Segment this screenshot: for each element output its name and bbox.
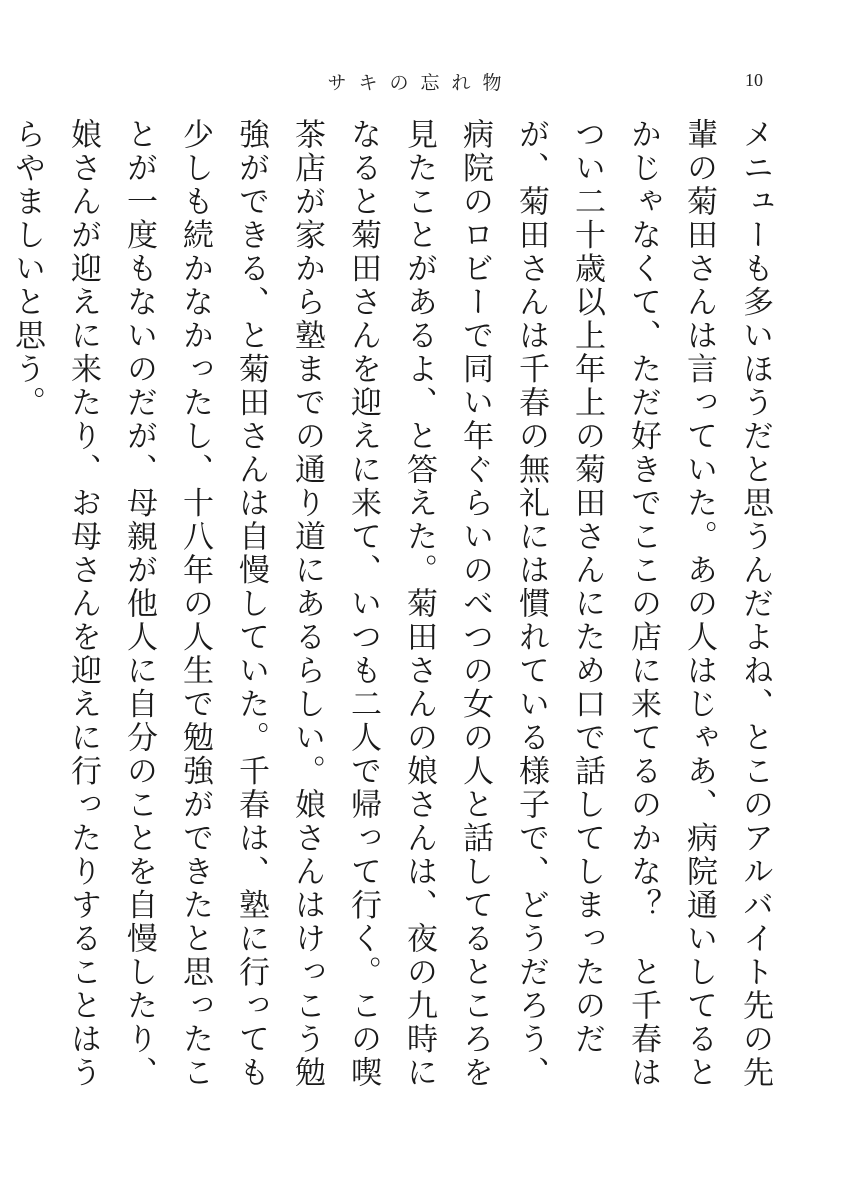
paragraph-1: メニューも多いほうだと思うんだよね、とこのアルバイト先の先輩の菊田さんは言っていた。あの人はじゃあ、病院通いしてるとかじゃなくて、ただ好きでここの店に来てるのかな？ と千春はつい二十歳以上年上の菊田さんにため口で話してしまったのだが、菊田さんは千春の無礼には慣れている様子で、どうだろう、病院のロビーで同い年ぐらいのべつの女の人と話してるところを見たことがあるよ、と答えた。菊田さんの娘さんは、夜の九時になると菊田さんを迎えに来て、いつも二人で帰って行く。この喫茶店が家から塾までの通り道にあるらしい。娘さんはけっこう勉強ができる、と菊田さんは自慢していた。千春は、塾に行っても少しも続かなかったし、十八年の人生で勉強ができたと思ったことが一度もないのだが、母親が他人に自分のことを自慢したり、娘さんが迎えに来たり、お母さんを迎えに行ったりすることはうらやましいと思う。 [9, 118, 773, 1090]
body-text [9, 118, 783, 1118]
page-number: 10 [745, 70, 763, 90]
running-title: サキの忘れ物 [327, 72, 514, 94]
